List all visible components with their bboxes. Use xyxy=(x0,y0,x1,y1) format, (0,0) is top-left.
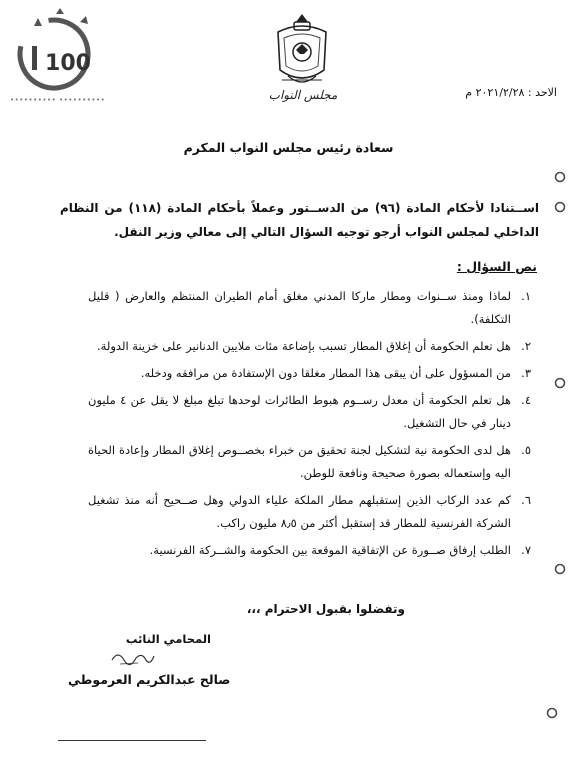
question-number: ٥. xyxy=(521,443,531,457)
signature-name: صالح عبدالكريم العرموطي xyxy=(68,672,231,687)
centenary-number: 100 xyxy=(45,51,91,76)
question-item xyxy=(88,439,531,485)
question-text: هل تعلم الحكومة أن معدل رســوم هبوط الطائرات لوحدها تبلغ مبلغ لا يقل عن ٤ مليون دينار في حال التشغيل. xyxy=(88,393,511,430)
question-number: ٦. xyxy=(521,493,531,507)
question-text: الطلب إرفاق صــورة عن الإتفاقية الموقعة بين الحكومة والشــركة الفرنسية. xyxy=(149,543,511,557)
question-item xyxy=(88,285,531,331)
punch-hole-mark xyxy=(545,706,559,720)
question-item xyxy=(88,335,531,358)
question-number: ٤. xyxy=(521,393,531,407)
centenary-logo xyxy=(8,6,118,106)
intro-paragraph: اســتنادا لأحكام المادة (٩٦) من الدســتور وعملاً بأحكام المادة (١١٨) من النظام الداخلي لمجلس النواب أرجو توجيه السؤال التالي إلى معالي وزير النقل. xyxy=(60,201,540,239)
question-text: هل لدى الحكومة نية لتشكيل لجنة تحقيق من خبراء بخصــوص إغلاق المطار وإعادة الحياة اليه وإستعماله بصورة صحيحة ونافعة للوطن. xyxy=(88,443,511,480)
closing-line: وتفضلوا بقبول الاحترام ،،، xyxy=(246,602,405,616)
punch-hole-mark xyxy=(553,562,567,576)
question-item xyxy=(88,362,531,385)
signature-title: المحامي النائب xyxy=(125,632,211,646)
logo-caption: •••••••••• •••••••••• xyxy=(10,96,106,104)
handwritten-signature xyxy=(108,646,158,668)
punch-hole-mark xyxy=(553,200,567,214)
question-text: كم عدد الركاب الذين إستقبلهم مطار الملكة علياء الدولي وهل صــحيح أنه منذ تشغيل الشركة الفرنسية للمطار قد إستقبل أكثر من ٨٫٥ مليون راكب. xyxy=(88,493,511,530)
salutation: سعادة رئيس مجلس النواب المكرم xyxy=(183,140,394,155)
question-number: ٣. xyxy=(521,366,531,380)
letter-date: الاحد : ٢٠٢١/٢/٢٨ م xyxy=(465,86,557,99)
question-number: ١. xyxy=(521,289,531,303)
question-item xyxy=(88,389,531,435)
question-text: هل تعلم الحكومة أن إغلاق المطار تسبب بإضاعة مئات ملايين الدنانير على خزينة الدولة. xyxy=(97,339,511,353)
coat-of-arms-emblem xyxy=(268,10,336,94)
punch-hole-mark xyxy=(553,170,567,184)
question-text: لماذا ومنذ ســنوات ومطار ماركا المدني مغلق أمام الطيران المنتظم والعارض ( قليل التكلفة). xyxy=(88,289,511,326)
questions-list xyxy=(88,285,531,566)
council-name: مجلس النواب xyxy=(268,88,338,102)
question-number: ٧. xyxy=(521,543,531,557)
question-item xyxy=(88,489,531,535)
question-text: من المسؤول على أن يبقى هذا المطار مغلقا دون الإستفادة من مرافقه ودخله. xyxy=(140,366,511,380)
footer-divider xyxy=(58,740,206,741)
questions-heading: نص السؤال : xyxy=(456,259,537,274)
punch-hole-mark xyxy=(553,376,567,390)
question-number: ٢. xyxy=(521,339,531,353)
question-item xyxy=(88,539,531,562)
